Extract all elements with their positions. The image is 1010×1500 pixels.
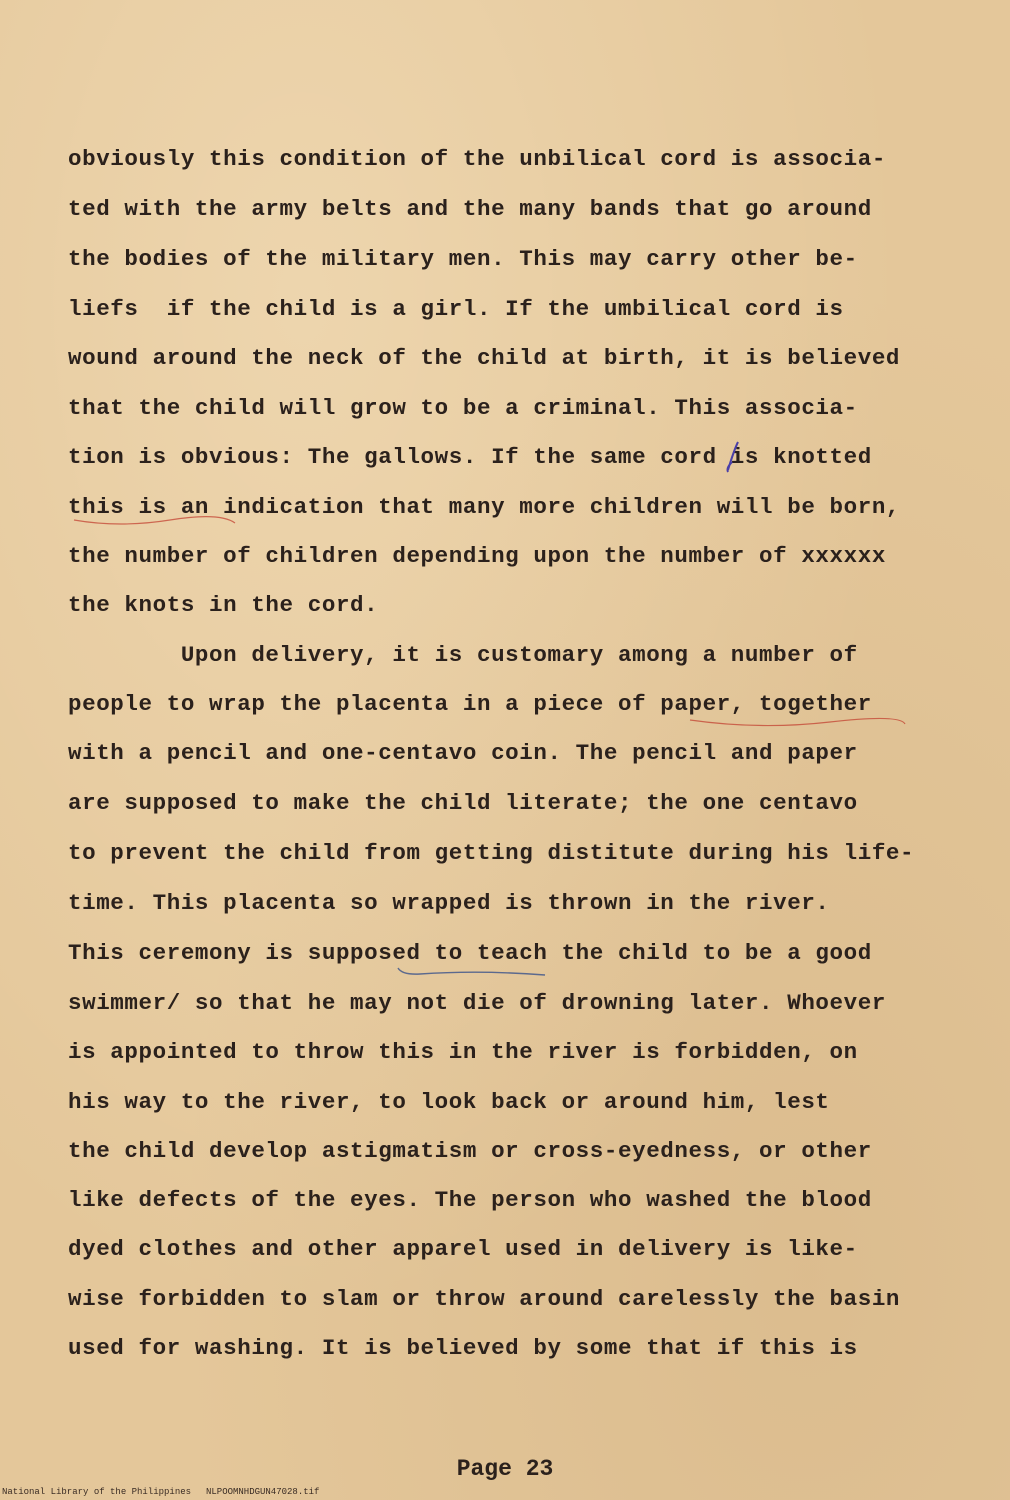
text-line-16: time. This placenta so wrapped is thrown in the river. bbox=[68, 890, 830, 916]
archive-file-label: NLPOOMNHDGUN47028.tif bbox=[206, 1487, 320, 1497]
text-line-2: ted with the army belts and the many bands that go around bbox=[68, 196, 872, 222]
text-line-3: the bodies of the military men. This may carry other be- bbox=[68, 246, 858, 272]
text-line-17: This ceremony is supposed to teach the child to be a good bbox=[68, 940, 872, 966]
text-line-22: like defects of the eyes. The person who washed the blood bbox=[68, 1187, 872, 1213]
handwritten-d-correction bbox=[728, 442, 739, 472]
text-line-15: to prevent the child from getting distitute during his life- bbox=[68, 840, 915, 866]
text-line-8: this is an indication that many more children will be born, bbox=[68, 494, 901, 520]
text-line-6: that the child will grow to be a criminal. This associa- bbox=[68, 395, 858, 421]
text-line-1: obviously this condition of the unbilical cord is associa- bbox=[68, 146, 886, 172]
text-line-23: dyed clothes and other apparel used in delivery is like- bbox=[68, 1236, 858, 1262]
text-line-4: liefs if the child is a girl. If the umbilical cord is bbox=[68, 296, 844, 322]
text-line-14: are supposed to make the child literate; the one centavo bbox=[68, 790, 858, 816]
text-line-21: the child develop astigmatism or cross-eyedness, or other bbox=[68, 1138, 872, 1164]
page-number: Page 23 bbox=[456, 1456, 554, 1482]
text-line-20: his way to the river, to look back or around him, lest bbox=[68, 1089, 830, 1115]
red-pencil-underline-2 bbox=[690, 718, 905, 725]
text-line-7: tion is obvious: The gallows. If the same cord is knotted bbox=[68, 444, 872, 470]
text-line-18: swimmer/ so that he may not die of drowning later. Whoever bbox=[68, 990, 886, 1016]
text-line-25: used for washing. It is believed by some that if this is bbox=[68, 1335, 858, 1361]
text-line-9: the number of children depending upon the number of xxxxxx bbox=[68, 543, 886, 569]
text-line-24: wise forbidden to slam or throw around carelessly the basin bbox=[68, 1286, 901, 1312]
text-line-12: people to wrap the placenta in a piece of paper, together bbox=[68, 691, 872, 717]
text-line-13: with a pencil and one-centavo coin. The pencil and paper bbox=[68, 740, 858, 766]
text-line-19: is appointed to throw this in the river is forbidden, on bbox=[68, 1039, 858, 1065]
red-pencil-underline-1 bbox=[74, 517, 235, 524]
text-line-11: Upon delivery, it is customary among a number of bbox=[68, 642, 858, 668]
text-line-10: the knots in the cord. bbox=[68, 592, 379, 618]
blue-pen-underline bbox=[398, 968, 545, 975]
text-line-5: wound around the neck of the child at birth, it is believed bbox=[68, 345, 901, 371]
archive-source-label: National Library of the Philippines bbox=[2, 1487, 192, 1497]
